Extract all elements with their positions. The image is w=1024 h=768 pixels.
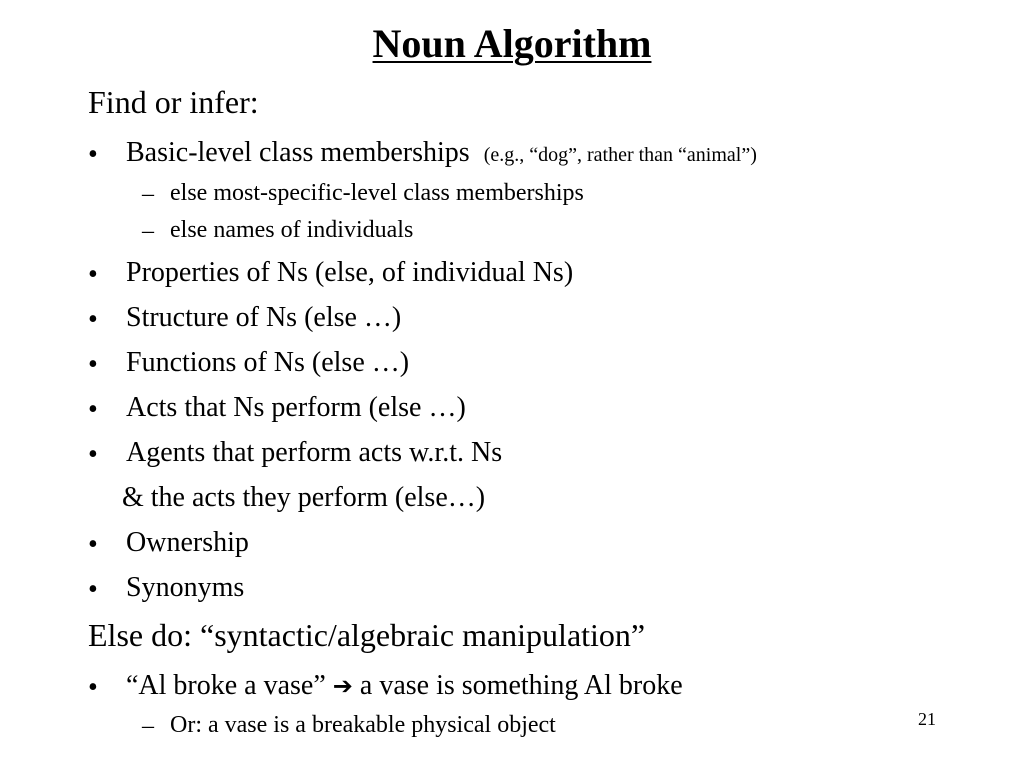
dash-marker: – bbox=[142, 218, 154, 244]
sub-names-of-individuals: else names of individuals bbox=[170, 217, 414, 243]
right-arrow-icon: ➔ bbox=[332, 672, 353, 700]
bullet-marker: • bbox=[88, 529, 98, 560]
bullet-basic-level bbox=[126, 139, 757, 167]
slide-title: Noun Algorithm bbox=[372, 21, 652, 66]
bullet-marker: • bbox=[88, 394, 98, 425]
bullet-example bbox=[126, 672, 683, 700]
bullet-agents: Agents that perform acts w.r.t. Ns bbox=[126, 437, 503, 468]
example-quote: “Al broke a vase” bbox=[126, 670, 326, 701]
dash-marker: – bbox=[142, 181, 154, 207]
heading-else-do: Else do: “syntactic/algebraic manipulation” bbox=[88, 617, 646, 653]
bullet-properties: Properties of Ns (else, of individual Ns) bbox=[126, 257, 574, 288]
page-number: 21 bbox=[918, 709, 936, 729]
bullet-structure: Structure of Ns (else …) bbox=[126, 302, 402, 333]
bullet-marker: • bbox=[88, 574, 98, 605]
example-result: a vase is something Al broke bbox=[359, 670, 683, 701]
bullet-acts: Acts that Ns perform (else …) bbox=[126, 392, 466, 423]
bullet-ownership: Ownership bbox=[126, 527, 249, 558]
bullet-basic-level-note: (e.g., “dog”, rather than “animal”) bbox=[483, 144, 757, 166]
bullet-marker: • bbox=[88, 349, 98, 380]
dash-marker: – bbox=[142, 713, 154, 739]
bullet-marker: • bbox=[88, 672, 98, 703]
bullet-synonyms: Synonyms bbox=[126, 572, 245, 603]
bullet-marker: • bbox=[88, 139, 98, 170]
bullet-functions: Functions of Ns (else …) bbox=[126, 347, 410, 378]
bullet-basic-level-text: Basic-level class memberships bbox=[126, 137, 470, 168]
heading-find-or-infer: Find or infer: bbox=[88, 84, 259, 120]
bullet-marker: • bbox=[88, 259, 98, 290]
bullet-agents-continued: & the acts they perform (else…) bbox=[122, 482, 486, 513]
bullet-marker: • bbox=[88, 439, 98, 470]
sub-example-or: Or: a vase is a breakable physical object bbox=[170, 712, 556, 738]
bullet-marker: • bbox=[88, 304, 98, 335]
sub-most-specific: else most-specific-level class memberships bbox=[170, 180, 584, 206]
